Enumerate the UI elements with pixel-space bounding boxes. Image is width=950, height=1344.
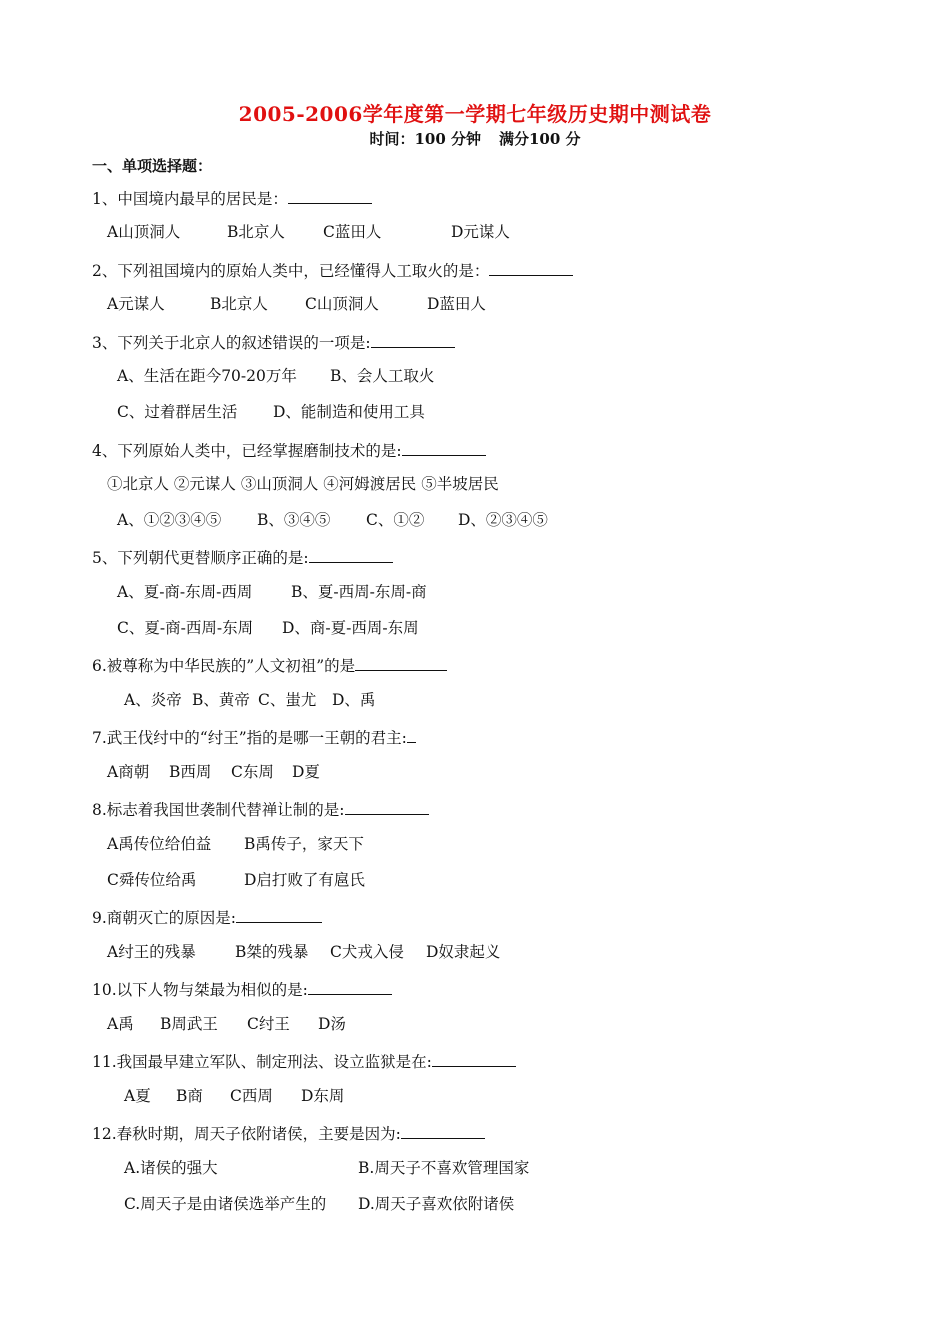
option-d: D、禹 [332,691,376,709]
option-c: C山顶洞人 [305,295,379,313]
option-a: A山顶洞人 [107,223,181,241]
option-a: A禹 [107,1015,134,1033]
option-list: ①北京人 ②元谋人 ③山顶洞人 ④河姆渡居民 ⑤半坡居民 [107,475,499,493]
answer-blank [407,726,416,743]
option-b: B北京人 [210,295,268,313]
option-c: C、蚩尤 [258,691,317,709]
option-c: C.周天子是由诸侯选举产生的 [124,1195,327,1213]
score-label: 满分100 分 [499,130,581,148]
option-c: C蓝田人 [323,223,382,241]
option-d: D、②③④⑤ [458,511,548,529]
option-a: A禹传位给伯益 [107,835,212,853]
page-title: 2005-2006学年度第一学期七年级历史期中测试卷 [238,102,712,126]
option-b: B、③④⑤ [257,511,331,529]
option-a: A.诸侯的强大 [124,1159,218,1177]
question-9: 9.商朝灭亡的原因是: [92,906,322,928]
option-b: B.周天子不喜欢管理国家 [358,1159,530,1177]
option-a: A夏 [124,1087,151,1105]
answer-blank [489,259,573,276]
answer-blank [432,1050,516,1067]
exam-info [0,128,950,149]
question-5: 5、下列朝代更替顺序正确的是: [92,546,393,568]
answer-blank [288,187,372,204]
option-a: A元谋人 [107,295,165,313]
question-8: 8.标志着我国世袭制代替禅让制的是: [92,798,429,820]
option-c: C、①② [366,511,425,529]
question-11: 11.我国最早建立军队、制定刑法、设立监狱是在: [92,1050,516,1072]
option-b: B周武王 [160,1015,218,1033]
option-b: B禹传子，家天下 [244,835,364,853]
option-c: C东周 [231,763,274,781]
option-d: D蓝田人 [427,295,486,313]
option-d: D汤 [318,1015,346,1033]
option-b: B、黄帝 [192,691,250,709]
option-b: B西周 [169,763,212,781]
answer-blank [236,906,322,923]
option-d: D、商-夏-西周-东周 [282,619,419,637]
answer-blank [308,978,392,995]
option-b: B、会人工取火 [330,367,435,385]
question-1: 1、中国境内最早的居民是： [92,187,372,209]
option-c: C犬戎入侵 [330,943,404,961]
option-a: A纣王的残暴 [107,943,196,961]
option-b: B北京人 [227,223,285,241]
answer-blank [371,331,455,348]
answer-blank [355,654,447,671]
question-6: 6.被尊称为中华民族的”人文初祖”的是 [92,654,447,676]
option-d: D启打败了有扈氏 [244,871,365,889]
answer-blank [309,546,393,563]
answer-blank [402,439,486,456]
question-3: 3、下列关于北京人的叙述错误的一项是: [92,331,455,353]
option-a: A商朝 [107,763,150,781]
question-10: 10.以下人物与桀最为相似的是: [92,978,392,1000]
option-d: D、能制造和使用工具 [273,403,425,421]
option-d: D东周 [301,1087,345,1105]
option-c: C西周 [230,1087,273,1105]
option-a: A、生活在距今70-20万年 [117,367,297,385]
option-d: D奴隶起义 [426,943,501,961]
option-c: C舜传位给禹 [107,871,197,889]
option-b: B商 [176,1087,203,1105]
option-b: B、夏-西周-东周-商 [291,583,427,601]
options-4a [107,474,499,494]
question-2: 2、下列祖国境内的原始人类中，已经懂得人工取火的是： [92,259,573,281]
section-heading: 一、单项选择题： [92,157,213,175]
option-c: C、过着群居生活 [117,403,238,421]
question-12: 12.春秋时期，周天子依附诸侯，主要是因为: [92,1122,485,1144]
answer-blank [401,1122,485,1139]
option-a: A、夏-商-东周-西周 [117,583,253,601]
option-a: A、①②③④⑤ [117,511,222,529]
option-d: D元谋人 [451,223,510,241]
time-label: 时间：100 分钟 [369,130,481,148]
option-c: C、夏-商-西周-东周 [117,619,254,637]
option-a: A、炎帝 [124,691,182,709]
option-d: D.周天子喜欢依附诸侯 [358,1195,515,1213]
question-4: 4、下列原始人类中，已经掌握磨制技术的是: [92,439,486,461]
option-d: D夏 [292,763,320,781]
option-b: B桀的残暴 [235,943,309,961]
question-7: 7.武王伐纣中的“纣王”指的是哪一王朝的君主: [92,726,416,748]
answer-blank [345,798,429,815]
option-c: C纣王 [247,1015,290,1033]
